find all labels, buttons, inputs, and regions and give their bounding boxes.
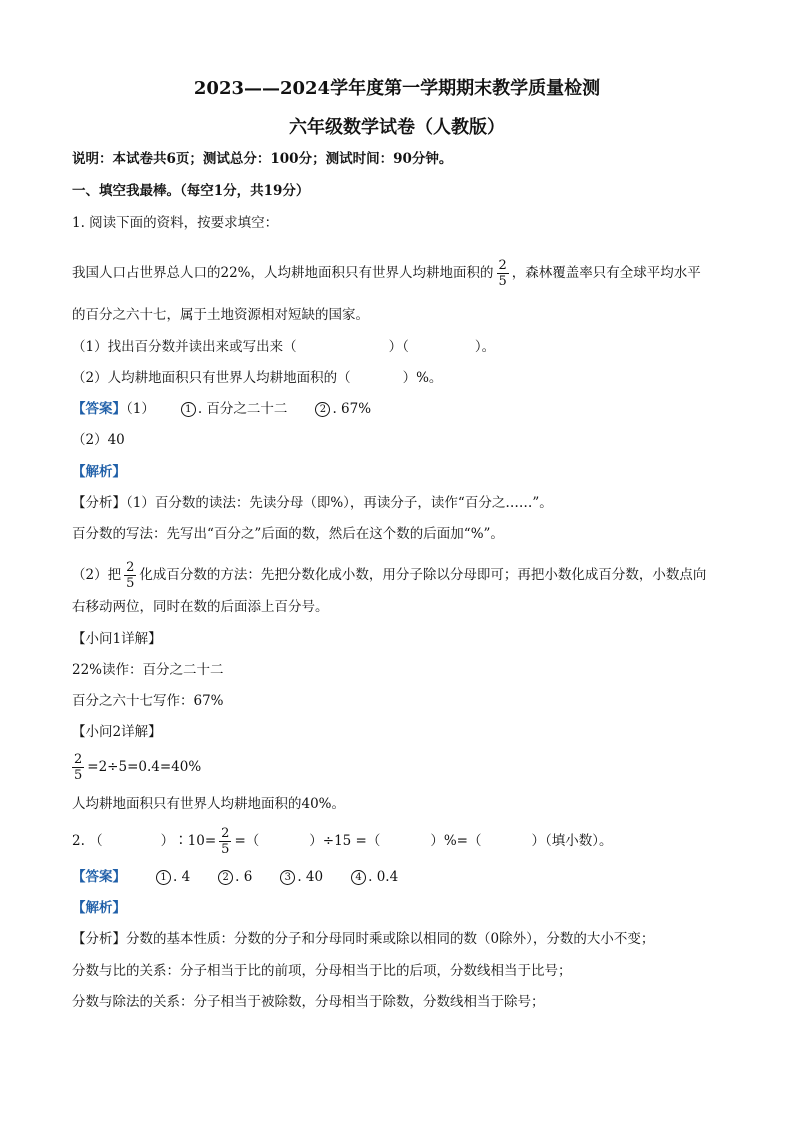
question-1-paragraph-line-2: 的百分之六十七，属于土地资源相对短缺的国家。 [72,307,369,323]
question-1-sub-1 [72,338,495,356]
sub-question-1-label: 【小问1详解】 [72,631,162,647]
answer-value: . 6 [235,869,253,885]
question-1-intro: 1. 阅读下面的资料，按要求填空： [72,215,279,231]
question-1-sub-2 [72,369,442,387]
circled-number: 3 [280,870,295,885]
solution-line: 人均耕地面积只有世界人均耕地面积的40%。 [72,796,346,812]
answer-value: . 40 [297,869,324,885]
text: （2）人均耕地面积只有世界人均耕地面积的（ [72,370,351,386]
text: 分数的基本性质：分数的分子和分母同时乘或除以相同的数（0除外），分数的大小不变； [126,931,655,947]
solution-line: 百分之六十七写作：67% [72,693,224,709]
solution-calculation [72,752,201,783]
text: （1）找出百分数并读出来或写出来（ [72,339,297,355]
answer-label: 【答案】 [72,869,126,885]
text: （1） [126,401,155,417]
fraction-denominator: 5 [498,274,507,289]
question-1-paragraph-line-1 [72,258,701,289]
sub-question-2-label: 【小问2详解】 [72,724,162,740]
text: （1）百分数的读法：先读分母（即%），再读分子，读作“百分之……”。 [126,495,553,511]
solution-line: 22%读作：百分之二十二 [72,662,224,678]
fraction [124,560,136,591]
answer-value: . 67% [332,401,372,417]
analysis-line: 百分数的写法：先写出“百分之”后面的数，然后在这个数的后面加“%”。 [72,526,504,542]
page-title: 2023——2024学年度第一学期期末教学质量检测 [193,78,601,99]
fraction-numerator: 2 [126,560,135,575]
text: ）%=（ [430,833,482,849]
circled-number: 1 [181,402,196,417]
analysis-label: 【解析】 [72,464,126,480]
analysis-line: 分数与除法的关系：分子相当于被除数，分母相当于除数，分数线相当于除号； [72,994,545,1010]
fraction-numerator: 2 [221,826,230,841]
analysis-line [72,494,553,512]
question-2 [72,826,613,857]
text: ）÷15 =（ [309,833,381,849]
circled-number: 4 [351,870,366,885]
circled-number: 2 [218,870,233,885]
question-1-answer-2: （2）40 [72,432,125,448]
fraction [497,258,509,289]
paragraph-text: 我国人口占世界总人口的22%，人均耕地面积只有世界人均耕地面积的 [72,265,494,281]
text: 2. （ [72,833,103,849]
analysis-label: 【解析】 [72,900,126,916]
answer-value: . 百分之二十二 [197,401,288,417]
question-1-answer [72,400,371,418]
fraction [219,826,231,857]
instructions: 说明：本试卷共6页；测试总分：100分；测试时间：90分钟。 [72,151,453,167]
circled-number: 2 [315,402,330,417]
analysis-sub-label: 【分析】 [72,495,126,511]
fraction [72,752,84,783]
fraction-denominator: 5 [126,576,135,591]
text: ）。 [474,339,496,355]
analysis-line: 右移动两位，同时在数的后面添上百分号。 [72,599,329,615]
text: =（ [234,833,260,849]
text: ）（填小数）。 [531,833,613,849]
paragraph-text: ，森林覆盖率只有全球平均水平 [511,265,701,281]
text: ）∶10= [160,833,217,849]
fraction-numerator: 2 [74,752,83,767]
text: =2÷5=0.4=40% [87,759,202,775]
circled-number: 1 [156,870,171,885]
answer-label: 【答案】 [72,401,126,417]
text: （2）把 [72,567,122,583]
answer-value: . 0.4 [368,869,399,885]
page-subtitle: 六年级数学试卷（人教版） [289,117,505,138]
analysis-line [72,930,654,948]
answer-value: . 4 [173,869,191,885]
text: ）%。 [402,370,443,386]
analysis-sub-label: 【分析】 [72,931,126,947]
analysis-line: 分数与比的关系：分子相当于比的前项，分母相当于比的后项，分数线相当于比号； [72,963,572,979]
fraction-denominator: 5 [74,768,83,783]
section-heading: 一、填空我最棒。（每空1分，共19分） [72,183,310,199]
text: ）（ [388,339,409,355]
text: 化成百分数的方法：先把分数化成小数，用分子除以分母即可；再把小数化成百分数，小数点向 [139,567,707,583]
analysis-line [72,560,706,591]
question-2-answer [72,868,398,886]
fraction-numerator: 2 [498,258,507,273]
fraction-denominator: 5 [221,842,230,857]
